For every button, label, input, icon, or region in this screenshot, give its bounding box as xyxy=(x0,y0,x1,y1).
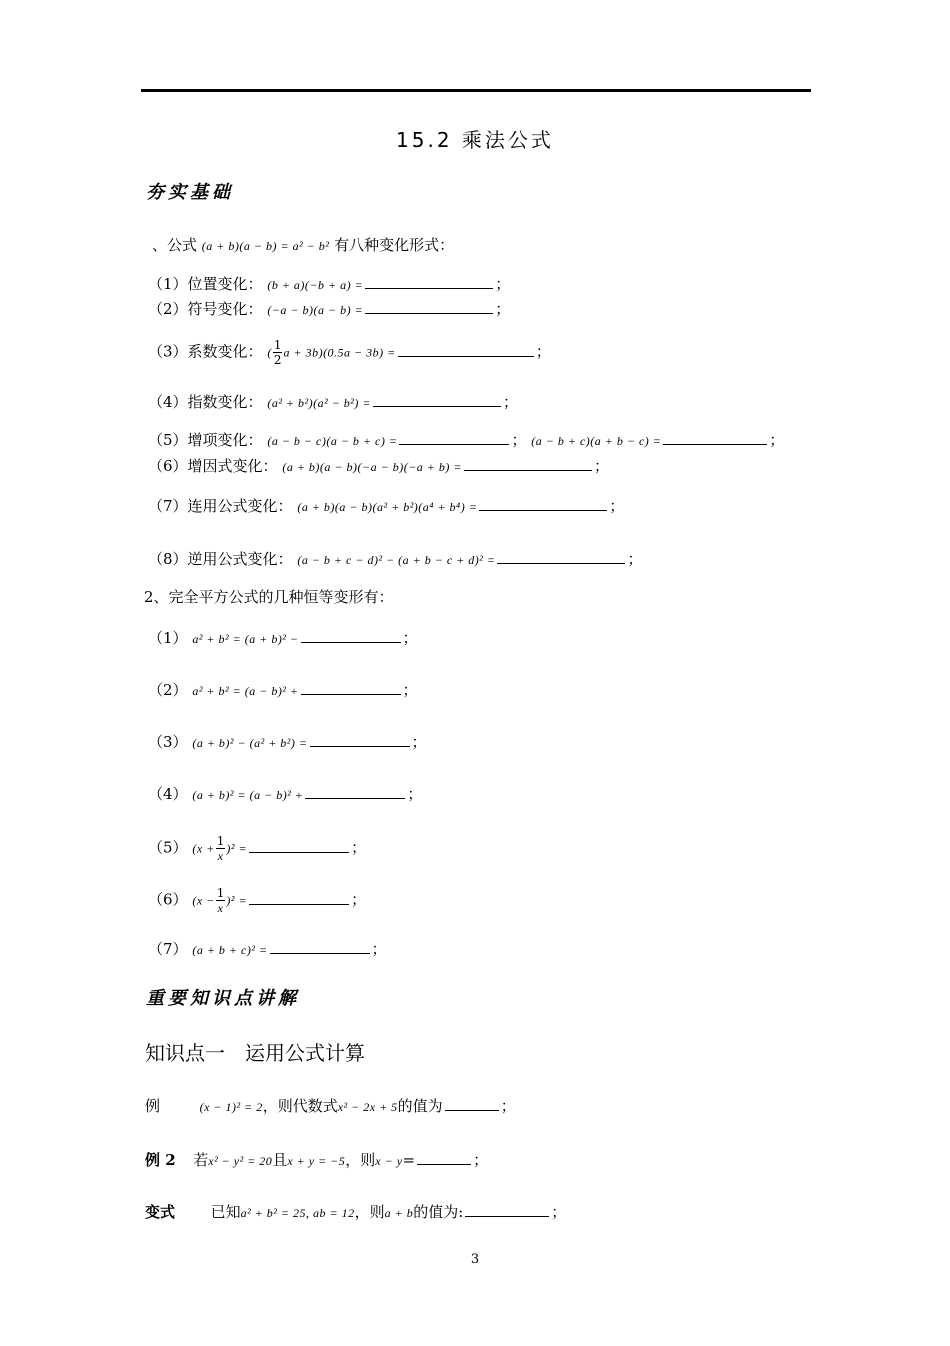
answer-blank[interactable] xyxy=(310,734,410,747)
list-item: （7）连用公式变化： (a + b)(a − b)(a² + b²)(a⁴ + b⁴) = ； xyxy=(148,497,625,515)
list-item: （3） (a + b)² − (a² + b²) = ； xyxy=(148,733,427,751)
list-item: （7） (a + b + c)² = ； xyxy=(148,940,387,958)
answer-blank[interactable] xyxy=(270,941,370,954)
example-2: 例 2 若x² − y² = 20且x + y = −5，则x − y= ； xyxy=(145,1151,489,1169)
answer-blank[interactable] xyxy=(465,1204,549,1217)
fraction: $\frac{1}{x}$ xyxy=(216,886,225,915)
answer-blank[interactable] xyxy=(464,458,592,471)
list-item: （8）逆用公式变化： (a − b + c − d)² − (a + b − c + d)² = ； xyxy=(148,550,643,568)
answer-blank[interactable] xyxy=(249,840,349,853)
fraction: $\frac{1}{2}$ xyxy=(273,338,282,367)
answer-blank[interactable] xyxy=(497,551,625,564)
list-item: （1）位置变化： (b + a)(−b + a) = ； xyxy=(148,275,511,293)
list-item: （4）指数变化： (a² + b²)(a² − b²) = ； xyxy=(148,393,519,411)
header-rule xyxy=(141,89,811,92)
list-item: （6）增因式变化： (a + b)(a − b)(−a − b)(−a + b) = ； xyxy=(148,457,609,475)
page-title: 15.2 乘法公式 xyxy=(396,128,554,152)
answer-blank[interactable] xyxy=(398,344,534,357)
answer-blank[interactable] xyxy=(373,394,501,407)
answer-blank[interactable] xyxy=(365,276,493,289)
answer-blank[interactable] xyxy=(399,432,509,445)
answer-blank[interactable] xyxy=(301,630,401,643)
intro-line: 、公式 (a + b)(a − b) = a² − b² 有八种变化形式： xyxy=(152,236,455,254)
list-item: （2）符号变化： (−a − b)(a − b) = ； xyxy=(148,300,511,318)
answer-blank[interactable] xyxy=(301,682,401,695)
variant-exercise: 变式 已知a² + b² = 25, ab = 12，则a + b的值为: ； xyxy=(145,1203,567,1221)
answer-blank[interactable] xyxy=(249,892,349,905)
answer-blank[interactable] xyxy=(417,1152,471,1165)
answer-blank[interactable] xyxy=(445,1098,499,1111)
fraction: $\frac{1}{x}$ xyxy=(216,834,225,863)
answer-blank[interactable] xyxy=(663,432,767,445)
answer-blank[interactable] xyxy=(365,301,493,314)
section-heading-basics: 夯实基础 xyxy=(146,182,234,203)
list-item: （1） a² + b² = (a + b)² − ； xyxy=(148,629,418,647)
page-number: 3 xyxy=(470,1252,480,1267)
list-item: （5）增项变化： (a − b − c)(a − b + c) = ； (a − b + c)(a + b − c) = ； xyxy=(148,431,785,449)
list-item: （5） (x + $\frac{1}{x}$ )² = ； xyxy=(148,834,367,863)
list-item: （2） a² + b² = (a − b)² + ； xyxy=(148,681,418,699)
section-heading-keypoints: 重要知识点讲解 xyxy=(146,988,300,1009)
list-item: （6） (x − $\frac{1}{x}$ )² = ； xyxy=(148,886,367,915)
section2-heading: 2、完全平方公式的几种恒等变形有： xyxy=(144,588,394,606)
answer-blank[interactable] xyxy=(305,786,405,799)
list-item: （4） (a + b)² = (a − b)² + ； xyxy=(148,785,423,803)
answer-blank[interactable] xyxy=(479,498,607,511)
knowledge-point-title: 知识点一 运用公式计算 xyxy=(145,1041,365,1065)
list-item: （3）系数变化： ( $\frac{1}{2}$ a + 3b)(0.5a − 3b) = ； xyxy=(148,338,551,367)
example-1: 例 (x − 1)² = 2，则代数式x² − 2x + 5的值为 ； xyxy=(145,1097,516,1115)
